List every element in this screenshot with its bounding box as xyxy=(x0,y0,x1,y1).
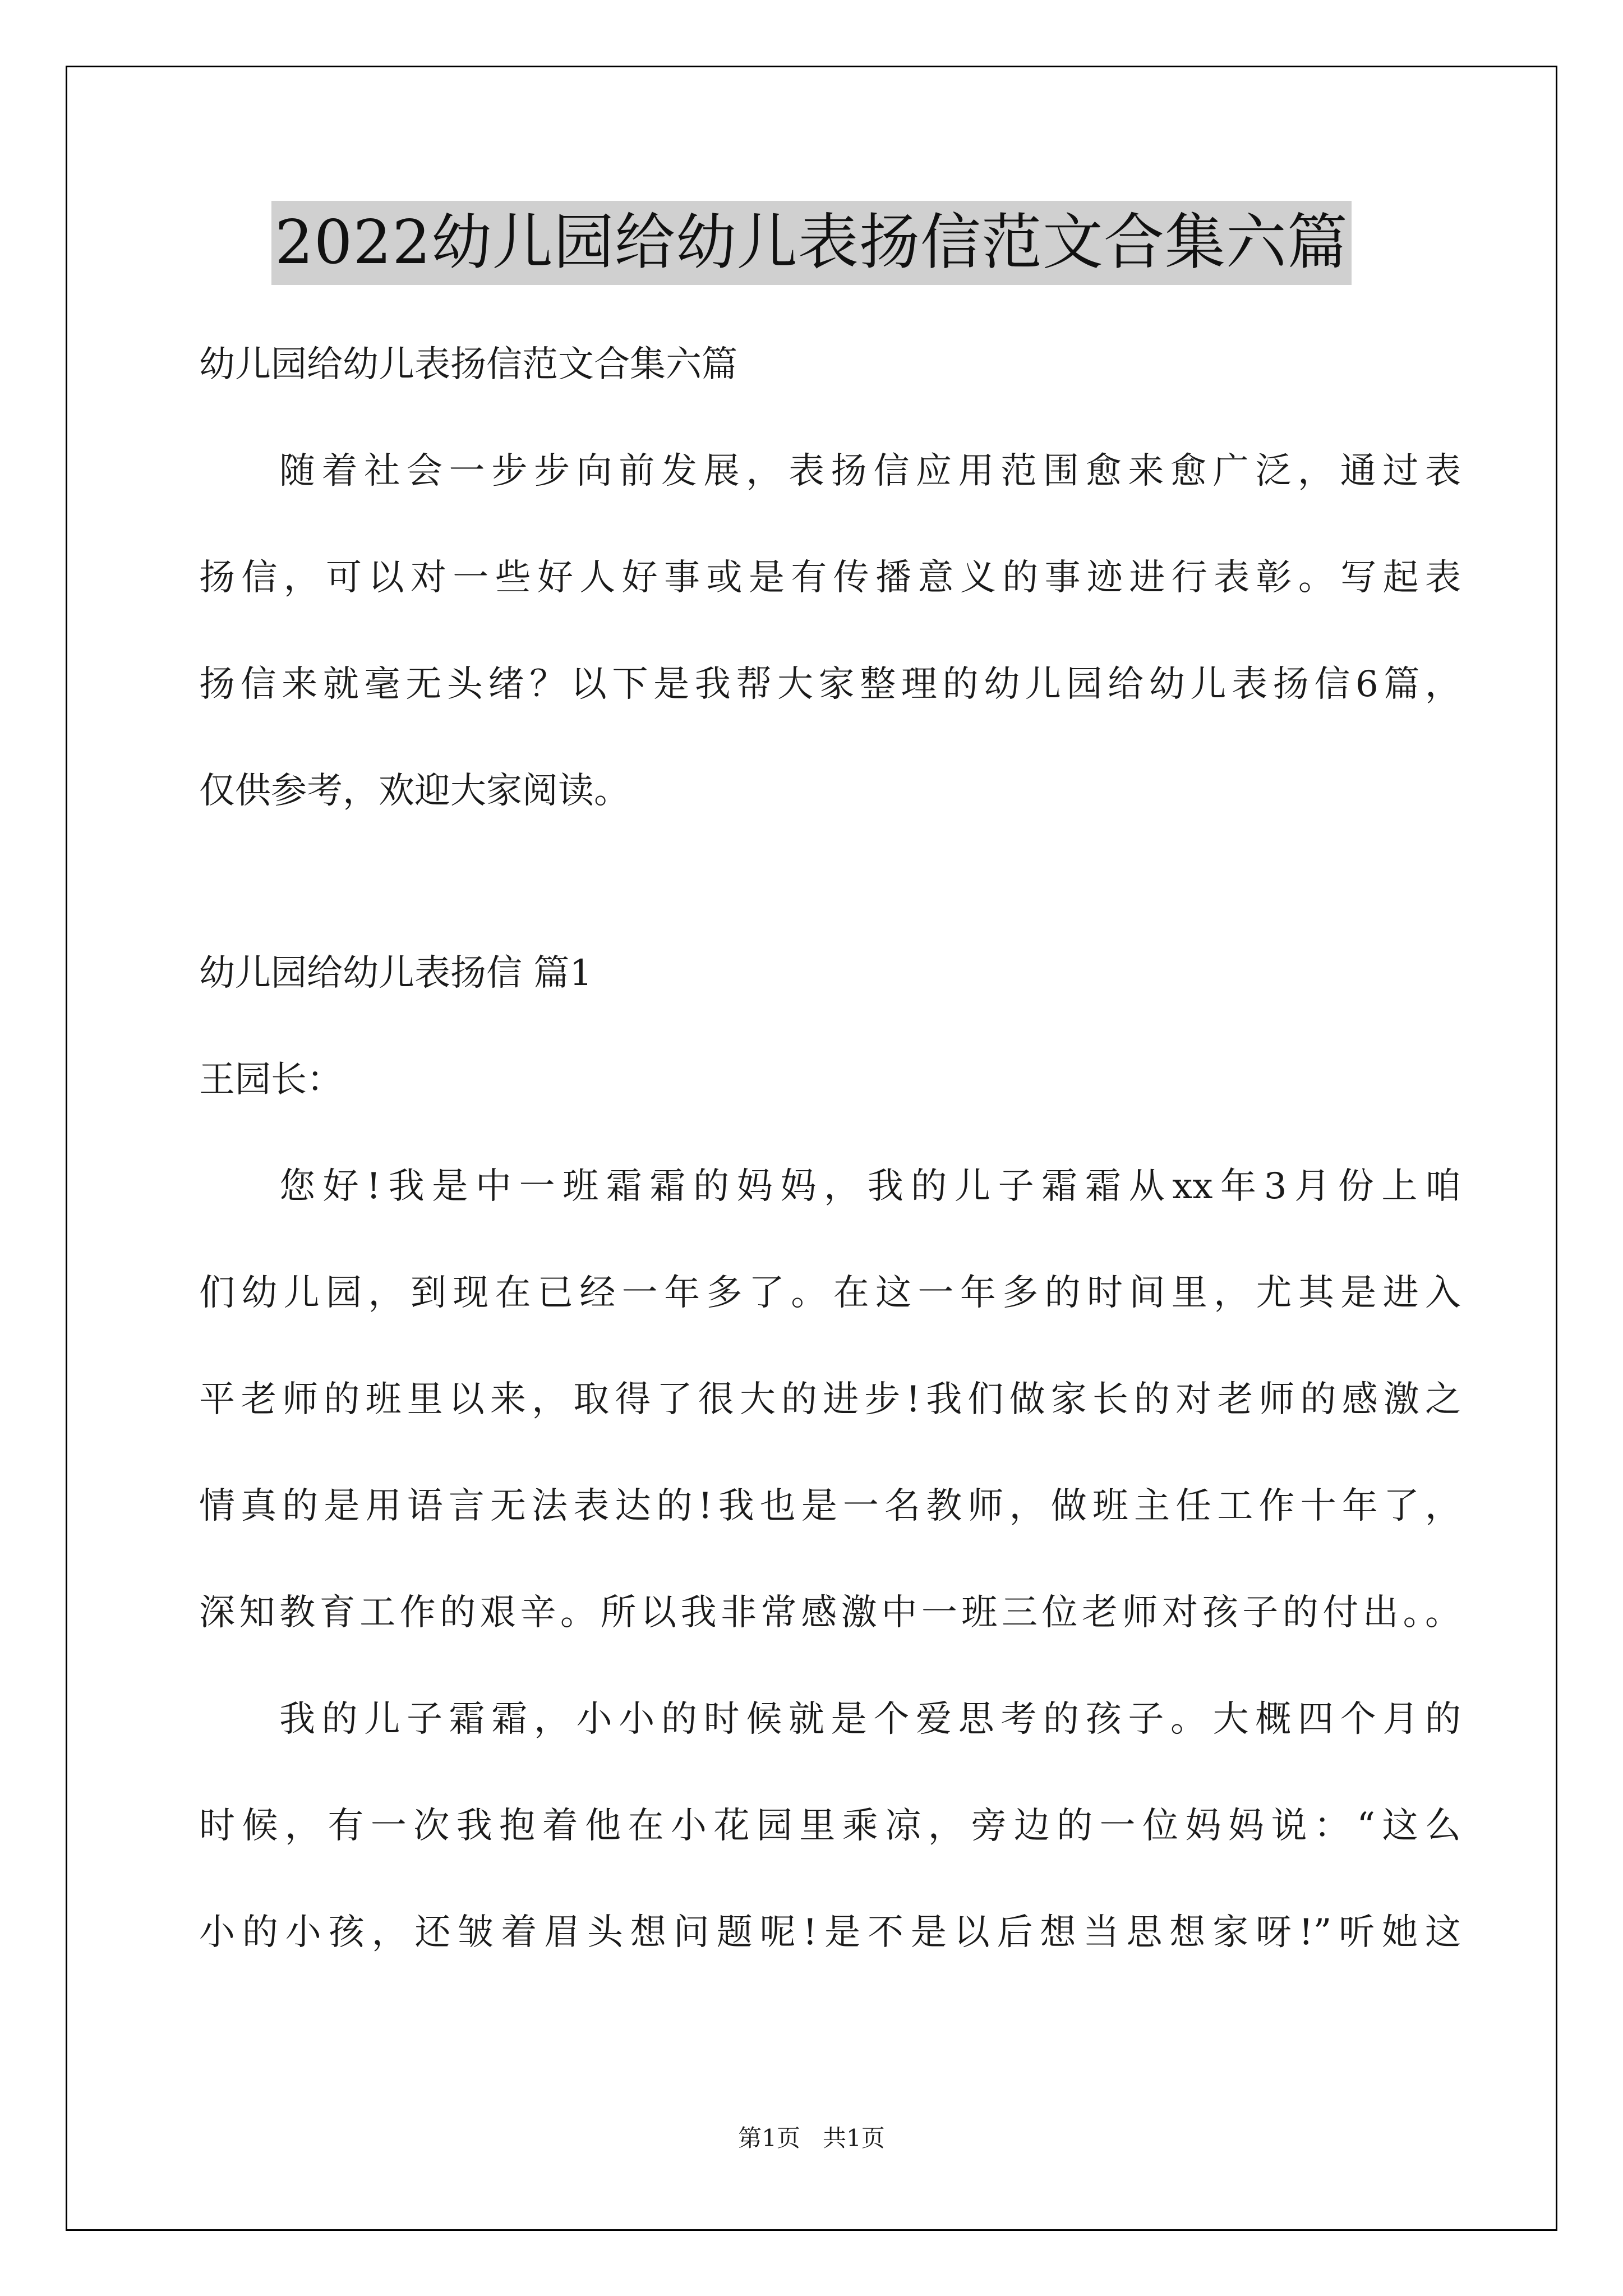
intro-line-3: 扬信来就毫无头绪？以下是我帮大家整理的幼儿园给幼儿表扬信6篇， xyxy=(199,664,1461,705)
page-footer xyxy=(0,2122,1623,2155)
document-title: 2022幼儿园给幼儿表扬信范文合集六篇 xyxy=(271,201,1352,285)
paragraph1-line-1: 您好!我是中一班霜霜的妈妈，我的儿子霜霜从xx年3月份上咱 xyxy=(279,1166,1461,1207)
paragraph1-line-3: 平老师的班里以来，取得了很大的进步!我们做家长的对老师的感激之 xyxy=(199,1379,1461,1420)
document-subtitle: 幼儿园给幼儿表扬信范文合集六篇 xyxy=(199,344,737,385)
paragraph1-line-4: 情真的是用语言无法表达的!我也是一名教师，做班主任工作十年了， xyxy=(199,1485,1461,1527)
page-number: 第1页 xyxy=(738,2124,800,2152)
page-border xyxy=(66,66,1557,2231)
paragraph2-line-2: 时候，有一次我抱着他在小花园里乘凉，旁边的一位妈妈说：“这么 xyxy=(199,1805,1461,1847)
paragraph2-line-1: 我的儿子霜霜，小小的时候就是个爱思考的孩子。大概四个月的 xyxy=(279,1699,1461,1740)
paragraph2-line-3: 小的小孩，还皱着眉头想问题呢!是不是以后想当思想家呀!”听她这 xyxy=(199,1912,1461,1953)
intro-line-2: 扬信，可以对一些好人好事或是有传播意义的事迹进行表彰。写起表 xyxy=(199,557,1461,599)
paragraph1-line-5: 深知教育工作的艰辛。所以我非常感激中一班三位老师对孩子的付出。。 xyxy=(199,1592,1461,1634)
title-container xyxy=(0,201,1623,285)
intro-line-1: 随着社会一步步向前发展，表扬信应用范围愈来愈广泛，通过表 xyxy=(279,450,1461,492)
salutation: 王园长： xyxy=(199,1059,343,1101)
page-total: 共1页 xyxy=(823,2124,885,2152)
intro-line-4: 仅供参考，欢迎大家阅读。 xyxy=(199,770,630,812)
section-heading: 幼儿园给幼儿表扬信 篇1 xyxy=(199,953,593,994)
paragraph1-line-2: 们幼儿园，到现在已经一年多了。在这一年多的时间里，尤其是进入 xyxy=(199,1272,1461,1314)
